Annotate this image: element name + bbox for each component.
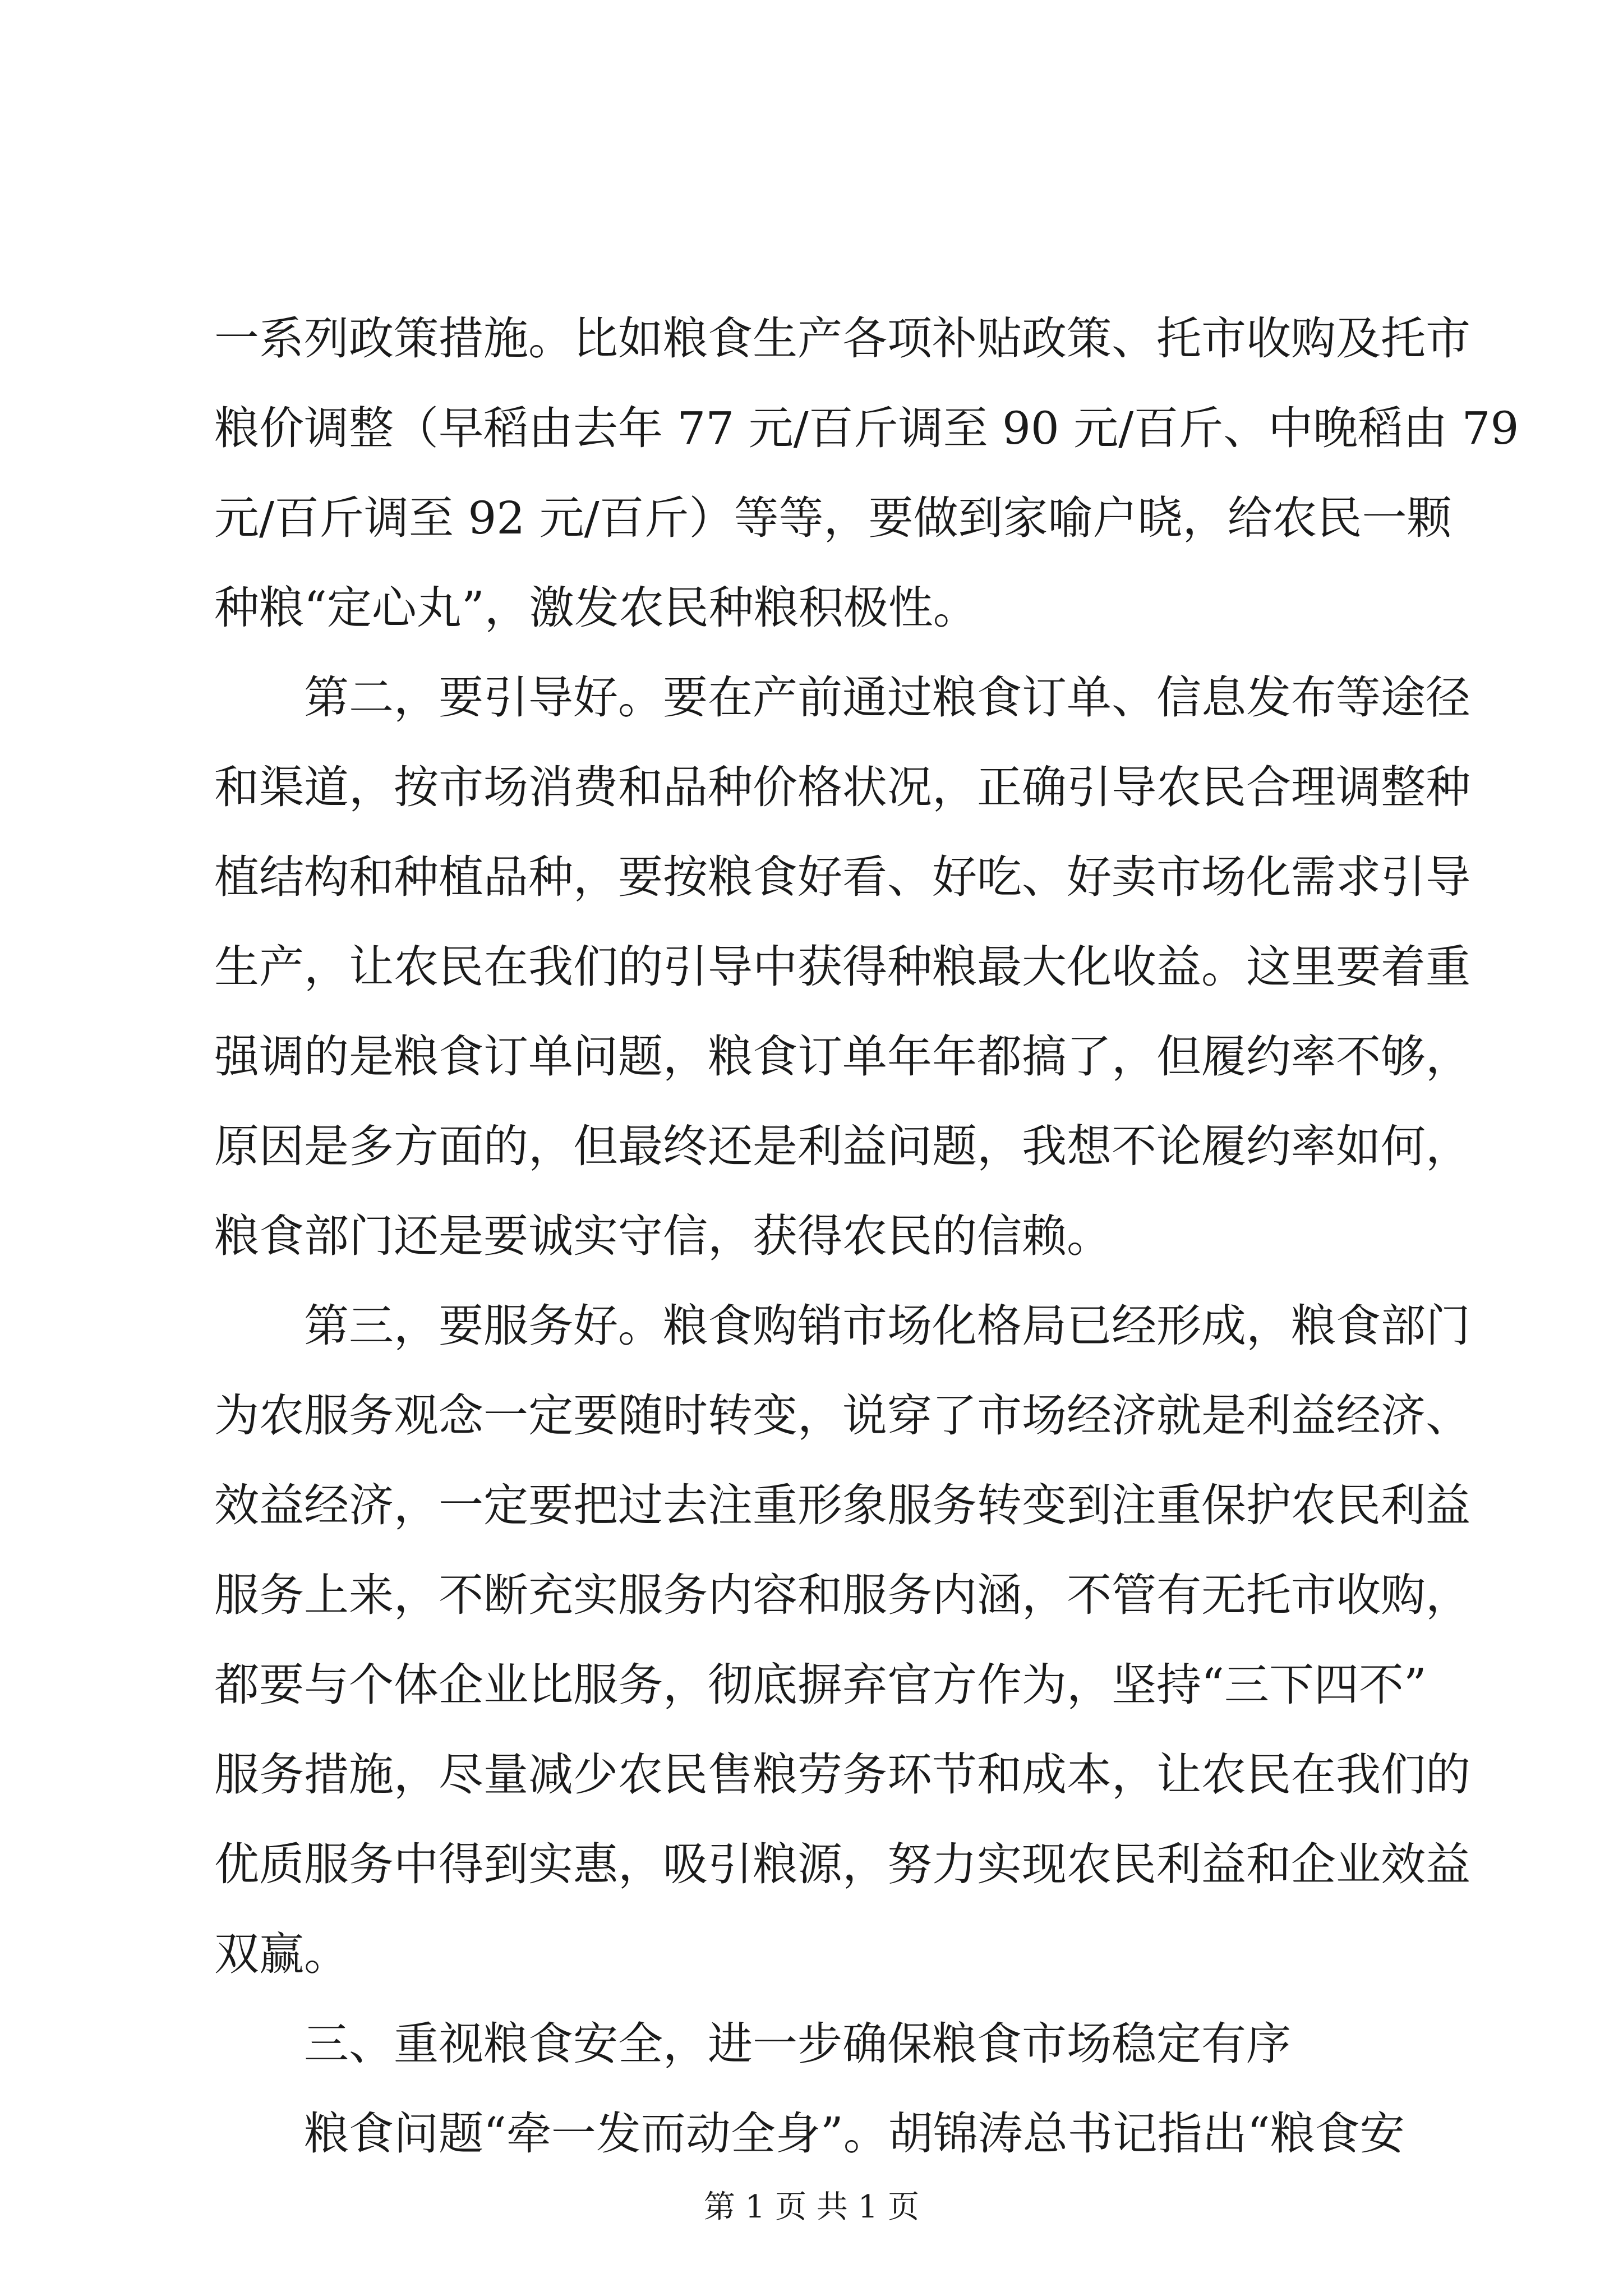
paragraph-first-line: 第三，要服务好。粮食购销市场化格局已经形成，粮食部门 [304, 1300, 1470, 1352]
text-line: 为农服务观念一定要随时转变，说穿了市场经济就是利益经济、 [214, 1389, 1470, 1442]
text-line: 种粮“定心丸”，激发农民种粮积极性。 [214, 582, 978, 634]
paragraph-first-line: 粮食问题“牵一发而动全身”。胡锦涛总书记指出“粮食安 [304, 2108, 1405, 2160]
section-heading: 三、重视粮食安全，进一步确保粮食市场稳定有序 [304, 2018, 1291, 2070]
text-line: 粮食部门还是要诚实守信，获得农民的信赖。 [214, 1210, 1112, 1262]
text-line: 服务措施，尽量减少农民售粮劳务环节和成本，让农民在我们的 [214, 1749, 1470, 1801]
text-line: 原因是多方面的，但最终还是利益问题，我想不论履约率如何， [214, 1120, 1470, 1172]
text-line: 粮价调整（早稻由去年 77 元/百斤调至 90 元/百斤、中晚稻由 79 [214, 402, 1519, 454]
text-line: 服务上来，不断充实服务内容和服务内涵，不管有无托市收购， [214, 1569, 1470, 1621]
text-line: 生产，让农民在我们的引导中获得种粮最大化收益。这里要着重 [214, 941, 1470, 993]
text-line: 强调的是粮食订单问题，粮食订单年年都搞了，但履约率不够， [214, 1030, 1470, 1083]
text-line: 和渠道，按市场消费和品种价格状况，正确引导农民合理调整种 [214, 761, 1470, 813]
text-line: 双赢。 [214, 1928, 349, 1980]
paragraph-first-line: 第二，要引导好。要在产前通过粮食订单、信息发布等途径 [304, 671, 1470, 724]
text-line: 都要与个体企业比服务，彻底摒弃官方作为，坚持“三下四不” [214, 1659, 1427, 1711]
text-line: 元/百斤调至 92 元/百斤）等等，要做到家喻户晓，给农民一颗 [214, 492, 1452, 544]
text-line: 植结构和种植品种，要按粮食好看、好吃、好卖市场化需求引导 [214, 851, 1470, 903]
text-line: 效益经济，一定要把过去注重形象服务转变到注重保护农民利益 [214, 1479, 1470, 1531]
text-line: 优质服务中得到实惠，吸引粮源，努力实现农民利益和企业效益 [214, 1838, 1470, 1890]
page-footer: 第 1 页 共 1 页 [703, 2189, 920, 2225]
text-line: 一系列政策措施。比如粮食生产各项补贴政策、托市收购及托市 [214, 312, 1470, 365]
